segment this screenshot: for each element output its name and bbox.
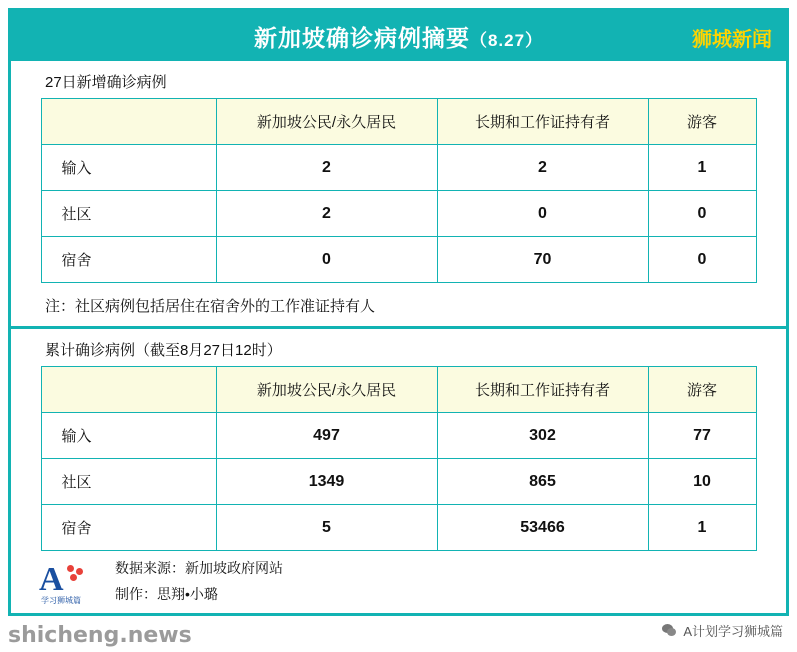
watermark-right [662,621,783,640]
table-row [41,413,756,459]
total-row-2-val-1: 53466 [437,505,648,551]
total-row-2-val-2: 1 [648,505,756,551]
wechat-account-name: A计划学习狮城篇 [683,624,783,639]
total-row-1-label: 社区 [41,459,216,505]
table-row [41,191,756,237]
card-footer [11,551,786,613]
new-row-0-val-0: 2 [216,145,437,191]
table-row [41,459,756,505]
table-row [41,237,756,283]
total-col-0 [41,367,216,413]
new-col-2: 长期和工作证持有者 [437,99,648,145]
credits [115,555,283,607]
total-col-2: 长期和工作证持有者 [437,367,648,413]
total-cases-label: 累计确诊病例（截至8月27日12时） [45,342,282,359]
card-body [11,61,786,613]
new-row-1-val-1: 0 [437,191,648,237]
brand-label: 狮城新闻 [692,29,772,51]
total-row-0-val-1: 302 [437,413,648,459]
total-cases-table-body [41,413,756,551]
new-row-0-label: 输入 [41,145,216,191]
total-row-2-label: 宿舍 [41,505,216,551]
new-row-0-val-2: 1 [648,145,756,191]
new-row-1-val-2: 0 [648,191,756,237]
watermark-left: shicheng.news [8,623,192,648]
table-header-row [41,367,756,413]
new-row-2-label: 宿舍 [41,237,216,283]
logo-dots-icon [67,565,85,583]
organization-logo-icon [37,559,99,609]
total-col-3: 游客 [648,367,756,413]
new-col-0 [41,99,216,145]
logo-text: 学习狮城篇 [41,596,81,605]
data-source-line: 数据来源：新加坡政府网站 [115,560,283,576]
wechat-icon [662,624,677,637]
new-row-2-val-0: 0 [216,237,437,283]
new-row-1-label: 社区 [41,191,216,237]
page-title-date: （8.27） [469,30,544,50]
table-row [41,505,756,551]
total-row-1-val-1: 865 [437,459,648,505]
total-row-1-val-0: 1349 [216,459,437,505]
total-row-0-val-0: 497 [216,413,437,459]
table-row [41,145,756,191]
card-header [11,11,786,61]
new-row-1-val-0: 2 [216,191,437,237]
total-row-1-val-2: 10 [648,459,756,505]
new-cases-table-body [41,145,756,283]
total-row-0-label: 输入 [41,413,216,459]
logo-letter: A [39,561,64,598]
total-row-0-val-2: 77 [648,413,756,459]
new-cases-label: 27日新增确诊病例 [45,74,167,91]
page-title [254,20,543,53]
total-cases-table-head [41,367,756,413]
summary-card [8,8,789,616]
new-cases-table-head [41,99,756,145]
producer-line: 制作：思翔•小璐 [115,586,218,602]
total-col-1: 新加坡公民/永久居民 [216,367,437,413]
new-col-3: 游客 [648,99,756,145]
new-col-1: 新加坡公民/永久居民 [216,99,437,145]
new-cases-table [41,98,757,283]
new-row-2-val-1: 70 [437,237,648,283]
total-cases-table [41,366,757,551]
community-note: 注：社区病例包括居住在宿舍外的工作准证持有人 [45,298,376,315]
new-row-2-val-2: 0 [648,237,756,283]
new-row-0-val-1: 2 [437,145,648,191]
page-title-main: 新加坡确诊病例摘要 [253,24,470,51]
table-header-row [41,99,756,145]
total-row-2-val-0: 5 [216,505,437,551]
